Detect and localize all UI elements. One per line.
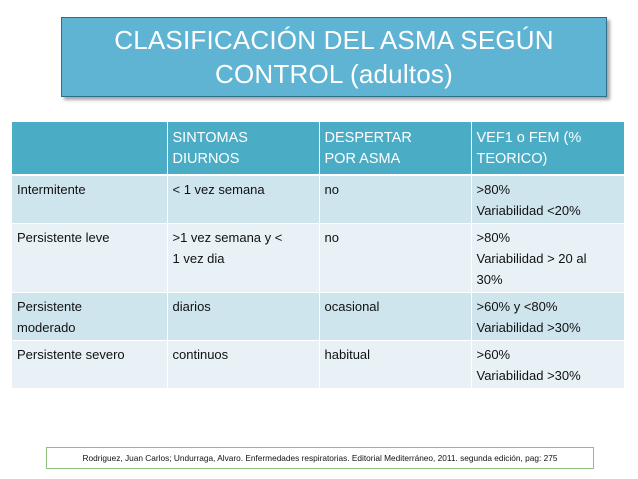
slide-title: CLASIFICACIÓN DEL ASMA SEGÚN CONTROL (adultos): [114, 25, 554, 89]
row-label: Persistente severo: [12, 341, 167, 389]
table-row: [12, 175, 624, 224]
asthma-classification-table: [12, 122, 624, 389]
header-cell-night-waking: DESPERTAR POR ASMA: [319, 122, 471, 175]
symptoms-cell: >1 vez semana y < 1 vez dia: [167, 224, 319, 293]
fev1-cell: >60% Variabilidad >30%: [471, 341, 624, 389]
night-waking-cell: no: [319, 224, 471, 293]
night-waking-cell: ocasional: [319, 293, 471, 341]
table-row: [12, 341, 624, 389]
table-row: [12, 293, 624, 341]
header-cell-symptoms: SINTOMAS DIURNOS: [167, 122, 319, 175]
symptoms-cell: continuos: [167, 341, 319, 389]
citation-reference: Rodriguez, Juan Carlos; Undurraga, Alvaro. Enfermedades respiratorias. Editorial Mediterráneo, 2011. segunda edición, pag: 275: [46, 447, 594, 469]
fev1-cell: >80% Variabilidad > 20 al 30%: [471, 224, 624, 293]
symptoms-cell: < 1 vez semana: [167, 175, 319, 224]
night-waking-cell: no: [319, 175, 471, 224]
table-row: [12, 224, 624, 293]
fev1-cell: >80% Variabilidad <20%: [471, 175, 624, 224]
header-cell-category: [12, 122, 167, 175]
header-cell-fev1: VEF1 o FEM (% TEORICO): [471, 122, 624, 175]
fev1-cell: >60% y <80% Variabilidad >30%: [471, 293, 624, 341]
row-label: Persistente leve: [12, 224, 167, 293]
slide-title-box: [61, 17, 607, 97]
table-header-row: [12, 122, 624, 175]
row-label: Intermitente: [12, 175, 167, 224]
symptoms-cell: diarios: [167, 293, 319, 341]
row-label: Persistente moderado: [12, 293, 167, 341]
night-waking-cell: habitual: [319, 341, 471, 389]
